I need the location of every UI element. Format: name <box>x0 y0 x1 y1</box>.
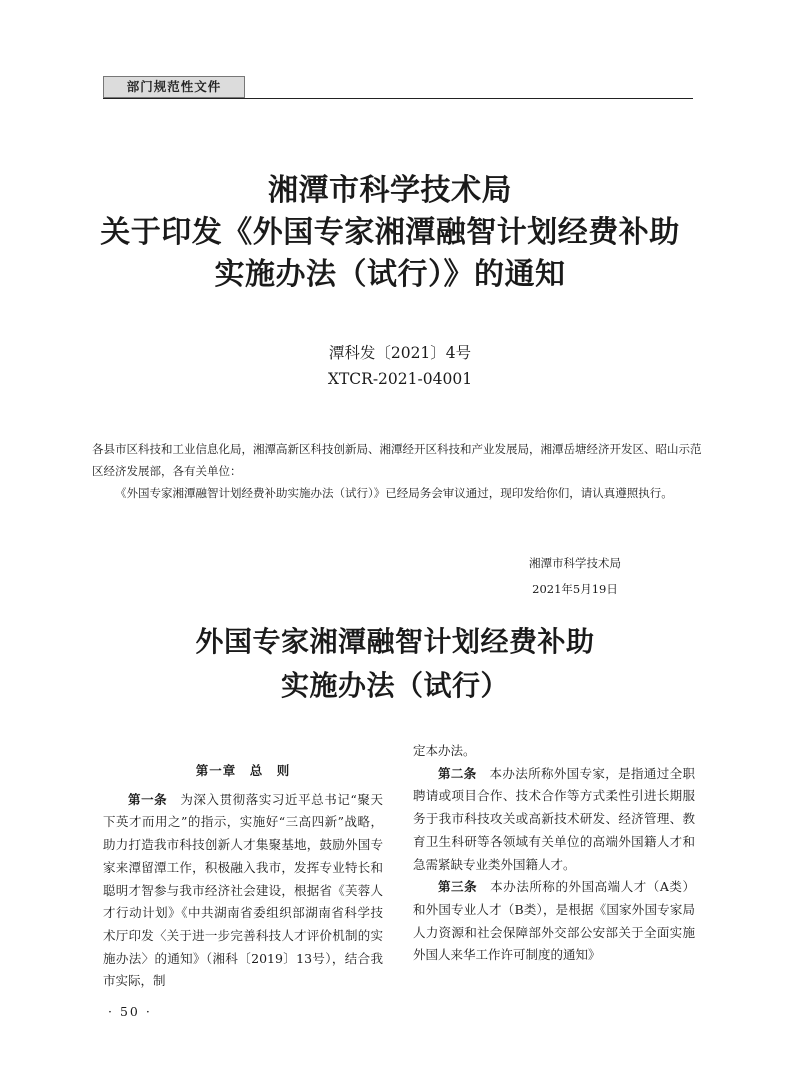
notice-title <box>90 170 690 296</box>
document-code: XTCR-2021-04001 <box>327 370 473 388</box>
notice-title-line-1: 湘潭市科学技术局 <box>268 173 512 208</box>
notice-body <box>92 438 702 504</box>
measures-title-line-2: 实施办法（试行） <box>280 669 509 702</box>
chapter-heading: 第一章 总 则 <box>195 763 291 778</box>
section-label: 部门规范性文件 <box>103 76 245 98</box>
notice-recipients: 各县市区科技和工业信息化局，湘潭高新区科技创新局、湘潭经开区科技和产业发展局，湘潭岳塘经济开发区、昭山示范区经济发展部，各有关单位： <box>92 442 702 478</box>
right-column <box>413 740 695 967</box>
measures-title-line-1: 外国专家湘潭融智计划经费补助 <box>195 625 595 658</box>
document-number-block <box>250 340 550 392</box>
article-1-label: 第一条 <box>128 791 168 807</box>
article-3 <box>413 876 695 967</box>
notice-title-line-3: 实施办法（试行）》的通知 <box>214 257 566 292</box>
article-1-continuation: 定本办法。 <box>413 743 476 758</box>
issuer-name: 湘潭市科学技术局 <box>529 556 621 570</box>
article-2 <box>413 763 695 877</box>
page-number: · 50 · <box>108 1004 152 1019</box>
article-2-label: 第二条 <box>438 765 477 781</box>
article-2-text: 本办法所称外国专家，是指通过全职聘请或项目合作、技术合作等方式柔性引进长期服务于我市科技攻关或高新技术研发、经济管理、教育卫生科研等各领域有关单位的高端外国籍人才和急需紧缺专业类外国籍人才。 <box>413 765 695 872</box>
document-number: 潭科发〔2021〕4号 <box>328 344 472 362</box>
article-3-text: 本办法所称的外国高端人才（A类）和外国专业人才（B类），是根据《国家外国专家局人力资源和社会保障部外交部公安部关于全面实施外国人来华工作许可制度的通知》 <box>413 879 695 963</box>
article-1-text: 为深入贯彻落实习近平总书记“聚天下英才而用之”的指示，实施好“三高四新”战略，助力打造我市科技创新人才集聚基地，鼓励外国专家来潭留潭工作，积极融入我市，发挥专业特长和聪明才智参与我市经济社会建设，根据省《芙蓉人才行动计划》《中共湖南省委组织部湖南省科学技术厅印发〈关于进一步完善科技人才评价机制的实施办法〉的通知》（湘科〔2019〕13号），结合我市实际，制 <box>103 791 383 989</box>
article-1 <box>103 789 383 993</box>
notice-title-line-2: 关于印发《外国专家湘潭融智计划经费补助 <box>100 215 680 250</box>
measures-title <box>90 620 700 708</box>
left-column <box>103 760 383 993</box>
issue-date: 2021年5月19日 <box>532 582 618 596</box>
notice-content: 《外国专家湘潭融智计划经费补助实施办法（试行）》已经局务会审议通过，现印发给你们，请认真遵照执行。 <box>115 486 673 500</box>
article-3-label: 第三条 <box>438 879 478 895</box>
signature-block <box>500 550 650 602</box>
header-divider <box>103 98 693 99</box>
